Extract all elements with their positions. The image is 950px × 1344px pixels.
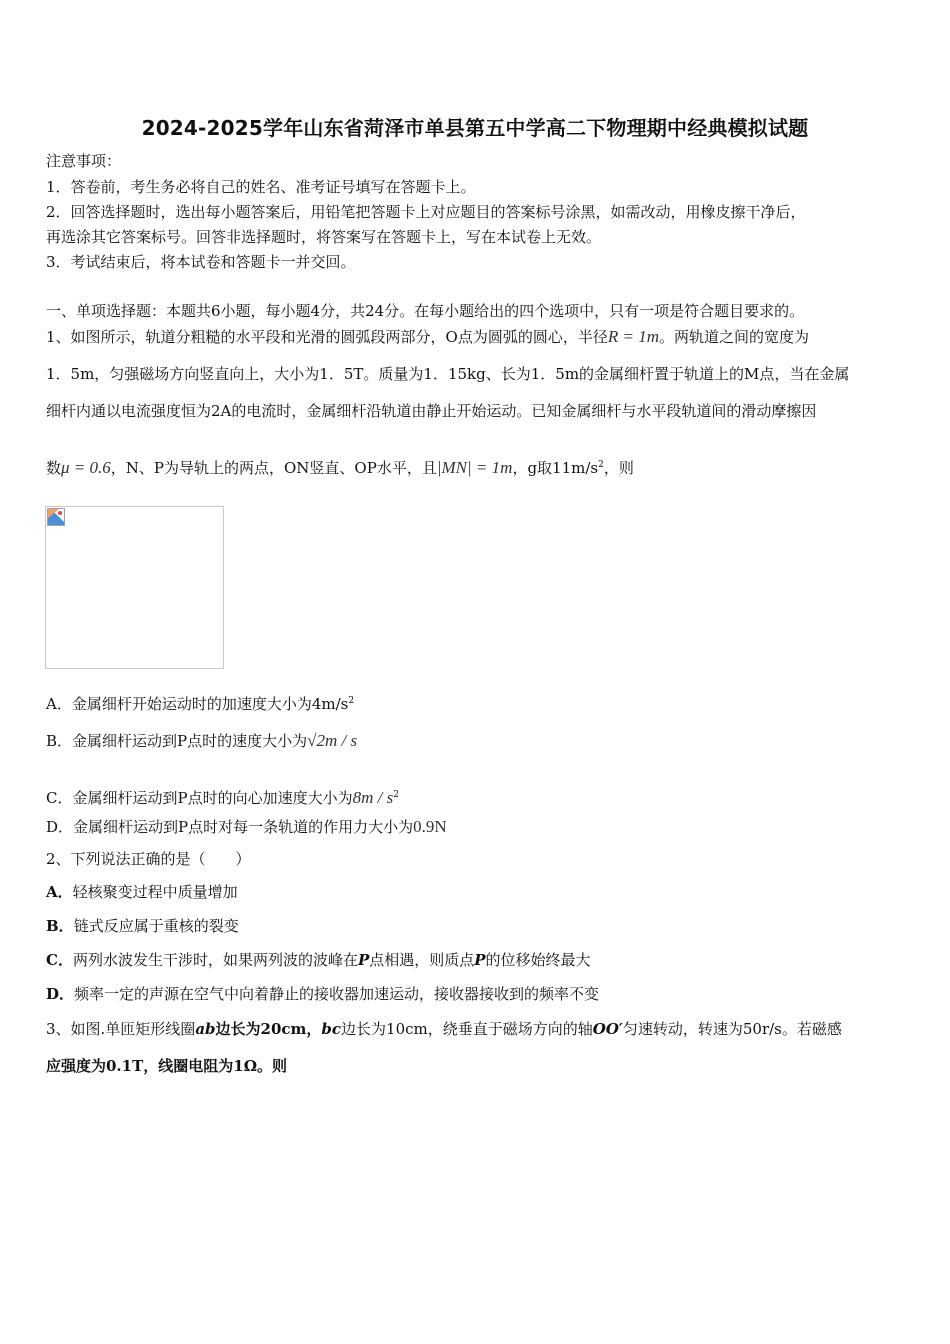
q1-option-d — [46, 817, 447, 837]
page-title: 2024-2025学年山东省菏泽市单县第五中学高二下物理期中经典模拟试题 — [141, 116, 809, 140]
q1-text: 。两轨道之间的宽度为 — [659, 328, 810, 346]
option-text: C．金属细杆运动到P点时的向心加速度大小为 — [46, 789, 353, 807]
q2-stem: 2、下列说法正确的是（ ） — [46, 850, 251, 868]
option-label: A． — [46, 883, 73, 901]
edge-bc: bc — [321, 1020, 342, 1038]
option-text: 轻核聚变过程中质量增加 — [72, 883, 238, 901]
q1-stem-line-4 — [46, 455, 634, 478]
option-label: C． — [46, 951, 73, 969]
option-text: 链式反应属于重核的裂变 — [73, 917, 239, 935]
broken-image-icon — [47, 508, 65, 526]
q3-stem-line-2: 应强度为0.1T，线圈电阻为1Ω。则 — [46, 1057, 288, 1075]
formula-acceleration: 8m / s — [352, 788, 394, 807]
edge-ab: ab — [195, 1020, 216, 1038]
q1-option-b — [46, 731, 357, 751]
formula-radius: R = 1m — [607, 327, 659, 346]
option-label: B． — [46, 917, 74, 935]
notice-heading: 注意事项： — [46, 152, 122, 170]
q3-text: 边长为20cm， — [215, 1020, 322, 1038]
superscript: 2 — [598, 460, 604, 470]
notice-item-1: 1．答卷前，考生务必将自己的姓名、准考证号填写在答题卡上。 — [46, 178, 476, 196]
q1-stem-line-2: 1．5m，匀强磁场方向竖直向上，大小为1．5T。质量为1．15kg、长为1．5m的金属细杆置于轨道上的M点，当在金属 — [46, 365, 850, 383]
notice-item-3: 3．考试结束后，将本试卷和答题卡一并交回。 — [46, 253, 356, 271]
q2-option-d — [46, 984, 599, 1004]
notice-item-2: 2．回答选择题时，选出每小题答案后，用铅笔把答题卡上对应题目的答案标号涂黑，如需改动，用橡皮擦干净后， — [46, 203, 806, 221]
q3-stem-line-1 — [46, 1019, 842, 1039]
axis-oo: OO′ — [592, 1020, 623, 1038]
q1-text: 1、如图所示，轨道分粗糙的水平段和光滑的圆弧段两部分，O点为圆弧的圆心，半径 — [46, 328, 608, 346]
q1-text: ，g取11m/s — [512, 459, 599, 477]
q3-text: 边长为10cm，绕垂直于磁场方向的轴 — [341, 1020, 593, 1038]
formula-force: 0.9N — [413, 817, 447, 836]
q2-option-a — [46, 882, 238, 902]
figure-placeholder — [45, 506, 224, 669]
option-text: 的位移始终最大 — [485, 951, 591, 969]
option-label: D． — [46, 985, 75, 1003]
q2-option-b — [46, 916, 239, 936]
q2-option-c — [46, 950, 591, 970]
option-text: B．金属细杆运动到P点时的速度大小为 — [46, 732, 308, 750]
q1-stem-line-3: 细杆内通以电流强度恒为2A的电流时，金属细杆沿轨道由静止开始运动。已知金属细杆与水平段轨道间的滑动摩擦因 — [46, 402, 817, 420]
section-heading: 一、单项选择题：本题共6小题，每小题4分，共24分。在每小题给出的四个选项中，只有一项是符合题目要求的。 — [46, 302, 805, 320]
q1-option-a — [46, 691, 354, 714]
notice-item-2-cont: 再选涂其它答案标号。回答非选择题时，将答案写在答题卡上，写在本试卷上无效。 — [46, 228, 602, 246]
superscript: 2 — [348, 696, 355, 706]
option-text: 点相遇，则质点 — [369, 951, 475, 969]
q1-text: ，N、P为导轨上的两点，ON竖直、OP水平，且 — [110, 459, 437, 477]
q3-text: 3、如图.单匝矩形线圈 — [46, 1020, 196, 1038]
point-p: P — [357, 951, 370, 969]
point-p: P — [474, 951, 486, 969]
q3-text: 匀速转动，转速为50r/s。若磁感 — [622, 1020, 842, 1038]
superscript: 2 — [393, 790, 399, 800]
option-text: 两列水波发生干涉时，如果两列波的波峰在 — [72, 951, 358, 969]
formula-velocity: √2m / s — [307, 731, 358, 750]
option-text: D．金属细杆运动到P点时对每一条轨道的作用力大小为 — [46, 818, 414, 836]
formula-mn: |MN| = 1m — [436, 458, 513, 477]
option-text: 频率一定的声源在空气中向着静止的接收器加速运动，接收器接收到的频率不变 — [74, 985, 600, 1003]
formula-friction: μ = 0.6 — [61, 458, 111, 477]
q1-text: 数 — [46, 459, 62, 477]
q1-stem-line-1 — [46, 327, 809, 347]
q1-option-c — [46, 785, 399, 808]
option-text: A．金属细杆开始运动时的加速度大小为4m/s — [46, 695, 349, 713]
q1-text: ，则 — [603, 459, 634, 477]
